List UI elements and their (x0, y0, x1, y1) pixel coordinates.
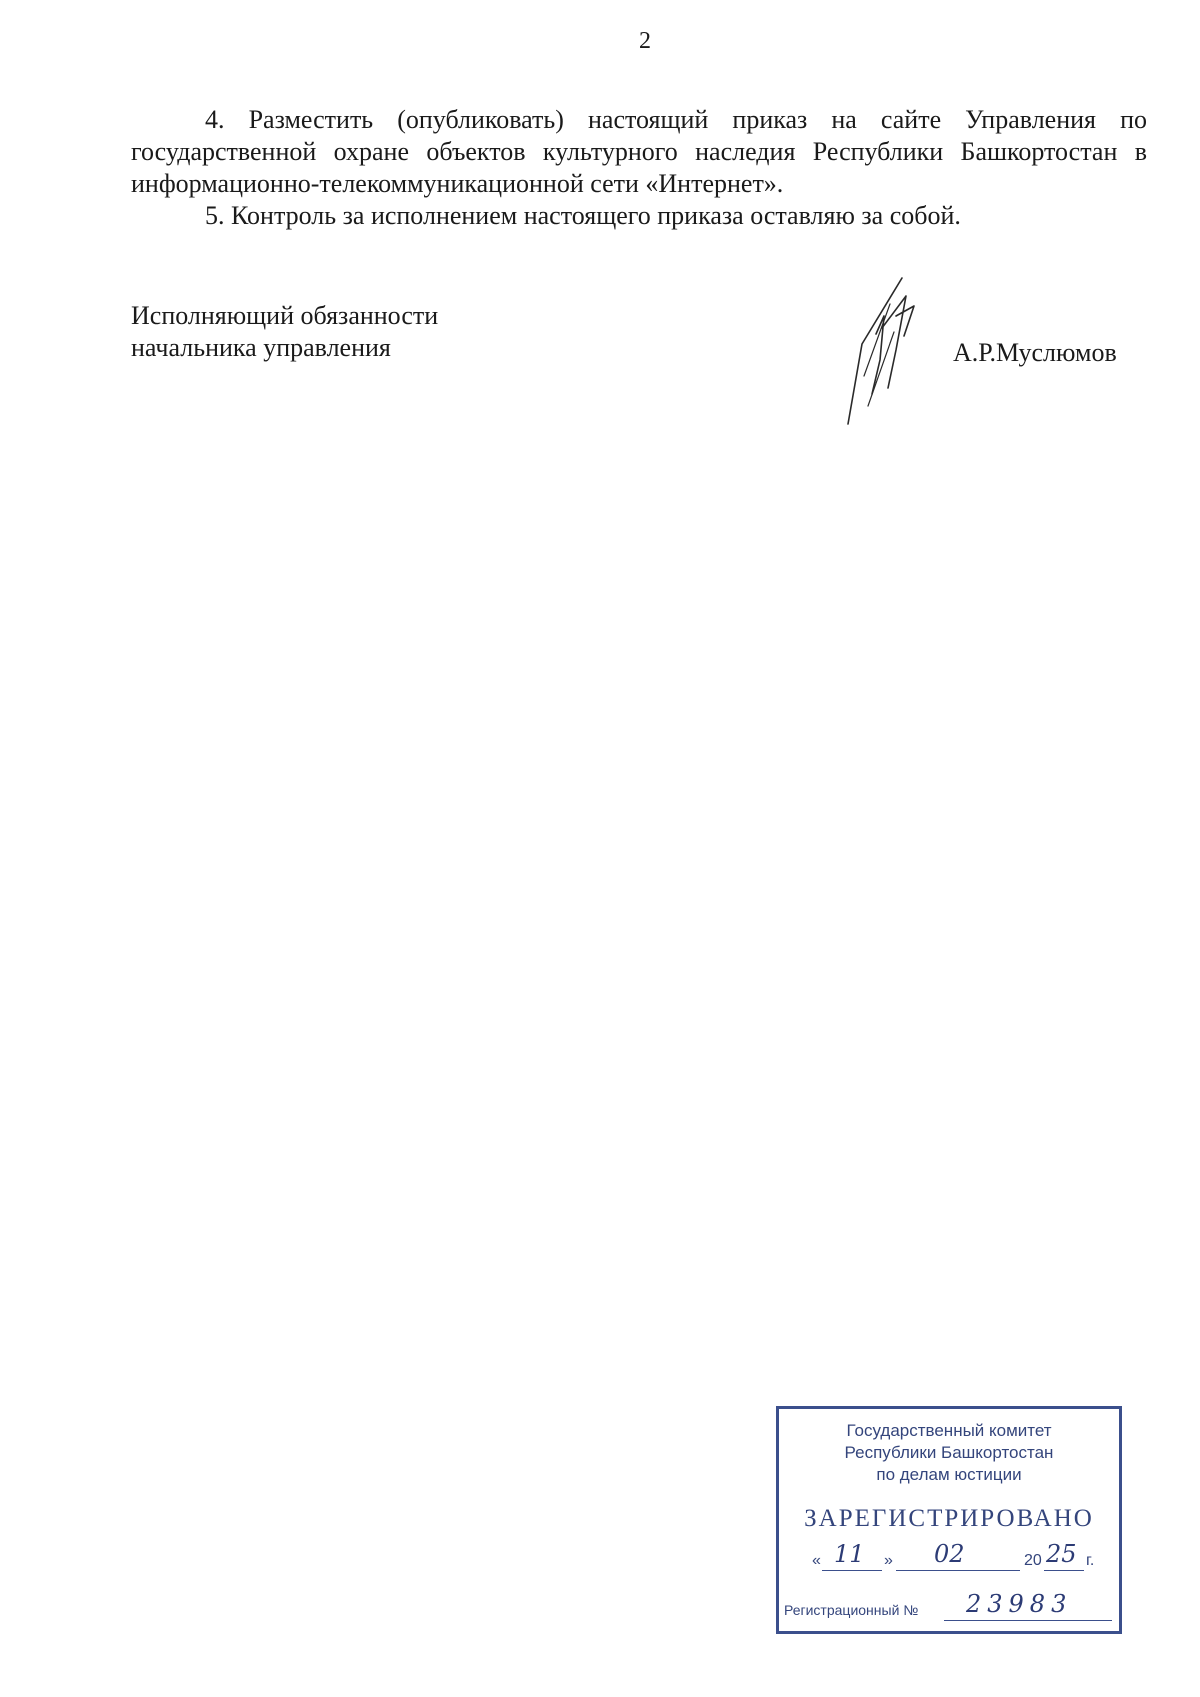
paragraph-5: 5. Контроль за исполнением настоящего приказа оставляю за собой. (205, 201, 961, 230)
page-number: 2 (639, 28, 651, 54)
handwritten-signature (844, 276, 964, 426)
stamp-year-unit: г. (1086, 1552, 1095, 1569)
stamp-month-line (896, 1570, 1020, 1571)
stamp-reg-line (944, 1620, 1112, 1621)
stamp-year-suffix: 25 (1046, 1540, 1077, 1568)
stamp-registration (784, 1590, 1114, 1624)
registration-stamp (776, 1406, 1122, 1634)
stamp-reg-number: 23983 (966, 1590, 1073, 1618)
signer-title (131, 300, 438, 364)
stamp-org-line-3: по делам юстиции (876, 1465, 1022, 1484)
signer-title-line-2: начальника управления (131, 333, 391, 362)
stamp-day-line (822, 1570, 882, 1571)
stamp-org-line-1: Государственный комитет (846, 1421, 1052, 1440)
stamp-title: ЗАРЕГИСТРИРОВАНО (804, 1505, 1094, 1532)
document-body (131, 104, 1147, 232)
stamp-year-line (1044, 1570, 1084, 1571)
stamp-year-prefix: 20 (1024, 1552, 1042, 1569)
stamp-close-quote: » (884, 1552, 893, 1569)
stamp-date (812, 1540, 1112, 1576)
stamp-reg-label: Регистрационный № (784, 1602, 919, 1618)
signer-name: А.Р.Муслюмов (953, 338, 1117, 367)
stamp-open-quote: « (812, 1552, 821, 1569)
stamp-month: 02 (934, 1540, 965, 1568)
signer-title-line-1: Исполняющий обязанности (131, 301, 439, 330)
stamp-organization (778, 1420, 1120, 1486)
stamp-org-line-2: Республики Башкортостан (844, 1443, 1054, 1462)
stamp-day: 11 (834, 1540, 865, 1568)
paragraph-4: 4. Разместить (опубликовать) настоящий приказ на сайте Управления по государственной охране объектов культурного наследия Республики Башкортостан в информационно-телекоммуникационной сети «Интернет». (131, 105, 1147, 198)
